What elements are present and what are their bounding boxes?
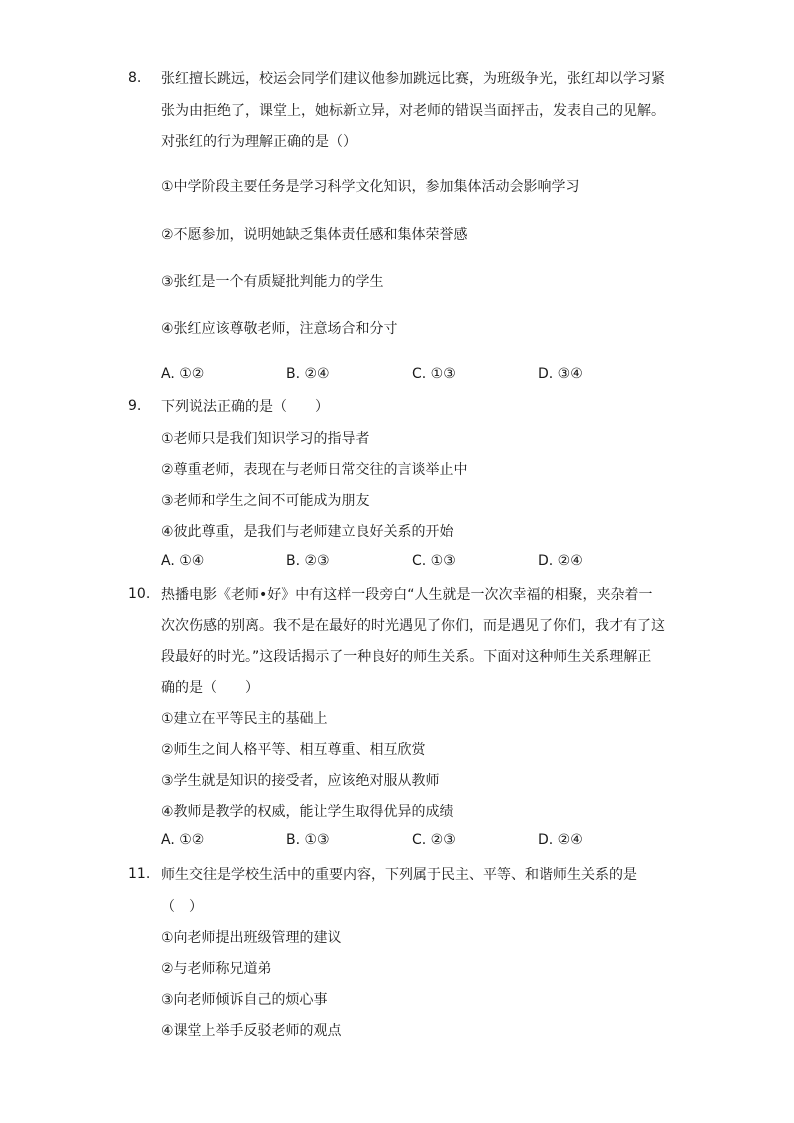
question-stem-line: 段最好的时光。”这段话揭示了一种良好的师生关系。下面对这种师生关系理解正	[161, 649, 652, 665]
statement-1: ①老师只是我们知识学习的指导者	[161, 431, 370, 447]
question-stem-line: 对张红的行为理解正确的是（）	[161, 134, 357, 150]
question-stem-line: 张红擅长跳远，校运会同学们建议他参加跳远比赛，为班级争光，张红却以学习紧	[161, 71, 665, 87]
question-number: 8.	[128, 70, 142, 86]
statement-1: ①建立在平等民主的基础上	[161, 711, 328, 727]
statement-2: ②不愿参加，说明她缺乏集体责任感和集体荣誉感	[161, 227, 468, 243]
option-b[interactable]: B. ②③	[286, 553, 330, 569]
question-stem-line: 次次伤感的别离。我不是在最好的时光遇见了你们，而是遇见了你们，我才有了这	[161, 618, 665, 634]
option-b[interactable]: B. ①③	[286, 832, 330, 848]
option-a[interactable]: A. ①②	[161, 366, 205, 382]
statement-2: ②与老师称兄道弟	[161, 961, 272, 977]
question-stem-line: 确的是（ ）	[161, 680, 259, 696]
statement-4: ④张红应该尊敬老师，注意场合和分寸	[161, 321, 398, 337]
option-d[interactable]: D. ②④	[538, 832, 583, 848]
question-stem-line: 下列说法正确的是（ ）	[161, 399, 329, 415]
option-d[interactable]: D. ②④	[538, 553, 583, 569]
statement-3: ③学生就是知识的接受者，应该绝对服从教师	[161, 773, 440, 789]
answer-options	[161, 553, 641, 573]
statement-3: ③老师和学生之间不可能成为朋友	[161, 493, 370, 509]
option-a[interactable]: A. ①④	[161, 553, 205, 569]
option-d[interactable]: D. ③④	[538, 366, 583, 382]
option-c[interactable]: C. ①③	[412, 553, 456, 569]
question-stem-line: 师生交往是学校生活中的重要内容，下列属于民主、平等、和谐师生关系的是	[161, 867, 637, 883]
question-number: 10.	[128, 586, 151, 602]
option-c[interactable]: C. ②③	[412, 832, 456, 848]
statement-2: ②尊重老师，表现在与老师日常交往的言谈举止中	[161, 462, 468, 478]
statement-4: ④课堂上举手反驳老师的观点	[161, 1023, 342, 1039]
question-stem-line: 热播电影《老师•好》中有这样一段旁白“人生就是一次次幸福的相聚，夹杂着一	[161, 587, 653, 603]
question-stem-line: （ ）	[161, 899, 203, 915]
answer-options	[161, 832, 641, 852]
statement-3: ③张红是一个有质疑批判能力的学生	[161, 274, 384, 290]
statement-1: ①中学阶段主要任务是学习科学文化知识，参加集体活动会影响学习	[161, 179, 580, 195]
statement-4: ④教师是教学的权威，能让学生取得优异的成绩	[161, 804, 454, 820]
question-number: 9.	[128, 398, 142, 414]
answer-options	[161, 366, 641, 386]
statement-2: ②师生之间人格平等、相互尊重、相互欣赏	[161, 742, 426, 758]
statement-1: ①向老师提出班级管理的建议	[161, 930, 342, 946]
question-number: 11.	[128, 866, 151, 882]
statement-4: ④彼此尊重，是我们与老师建立良好关系的开始	[161, 524, 454, 540]
option-a[interactable]: A. ①②	[161, 832, 205, 848]
question-stem-line: 张为由拒绝了，课堂上，她标新立异，对老师的错误当面抨击，发表自己的见解。	[161, 103, 665, 119]
option-b[interactable]: B. ②④	[286, 366, 330, 382]
option-c[interactable]: C. ①③	[412, 366, 456, 382]
statement-3: ③向老师倾诉自己的烦心事	[161, 992, 328, 1008]
